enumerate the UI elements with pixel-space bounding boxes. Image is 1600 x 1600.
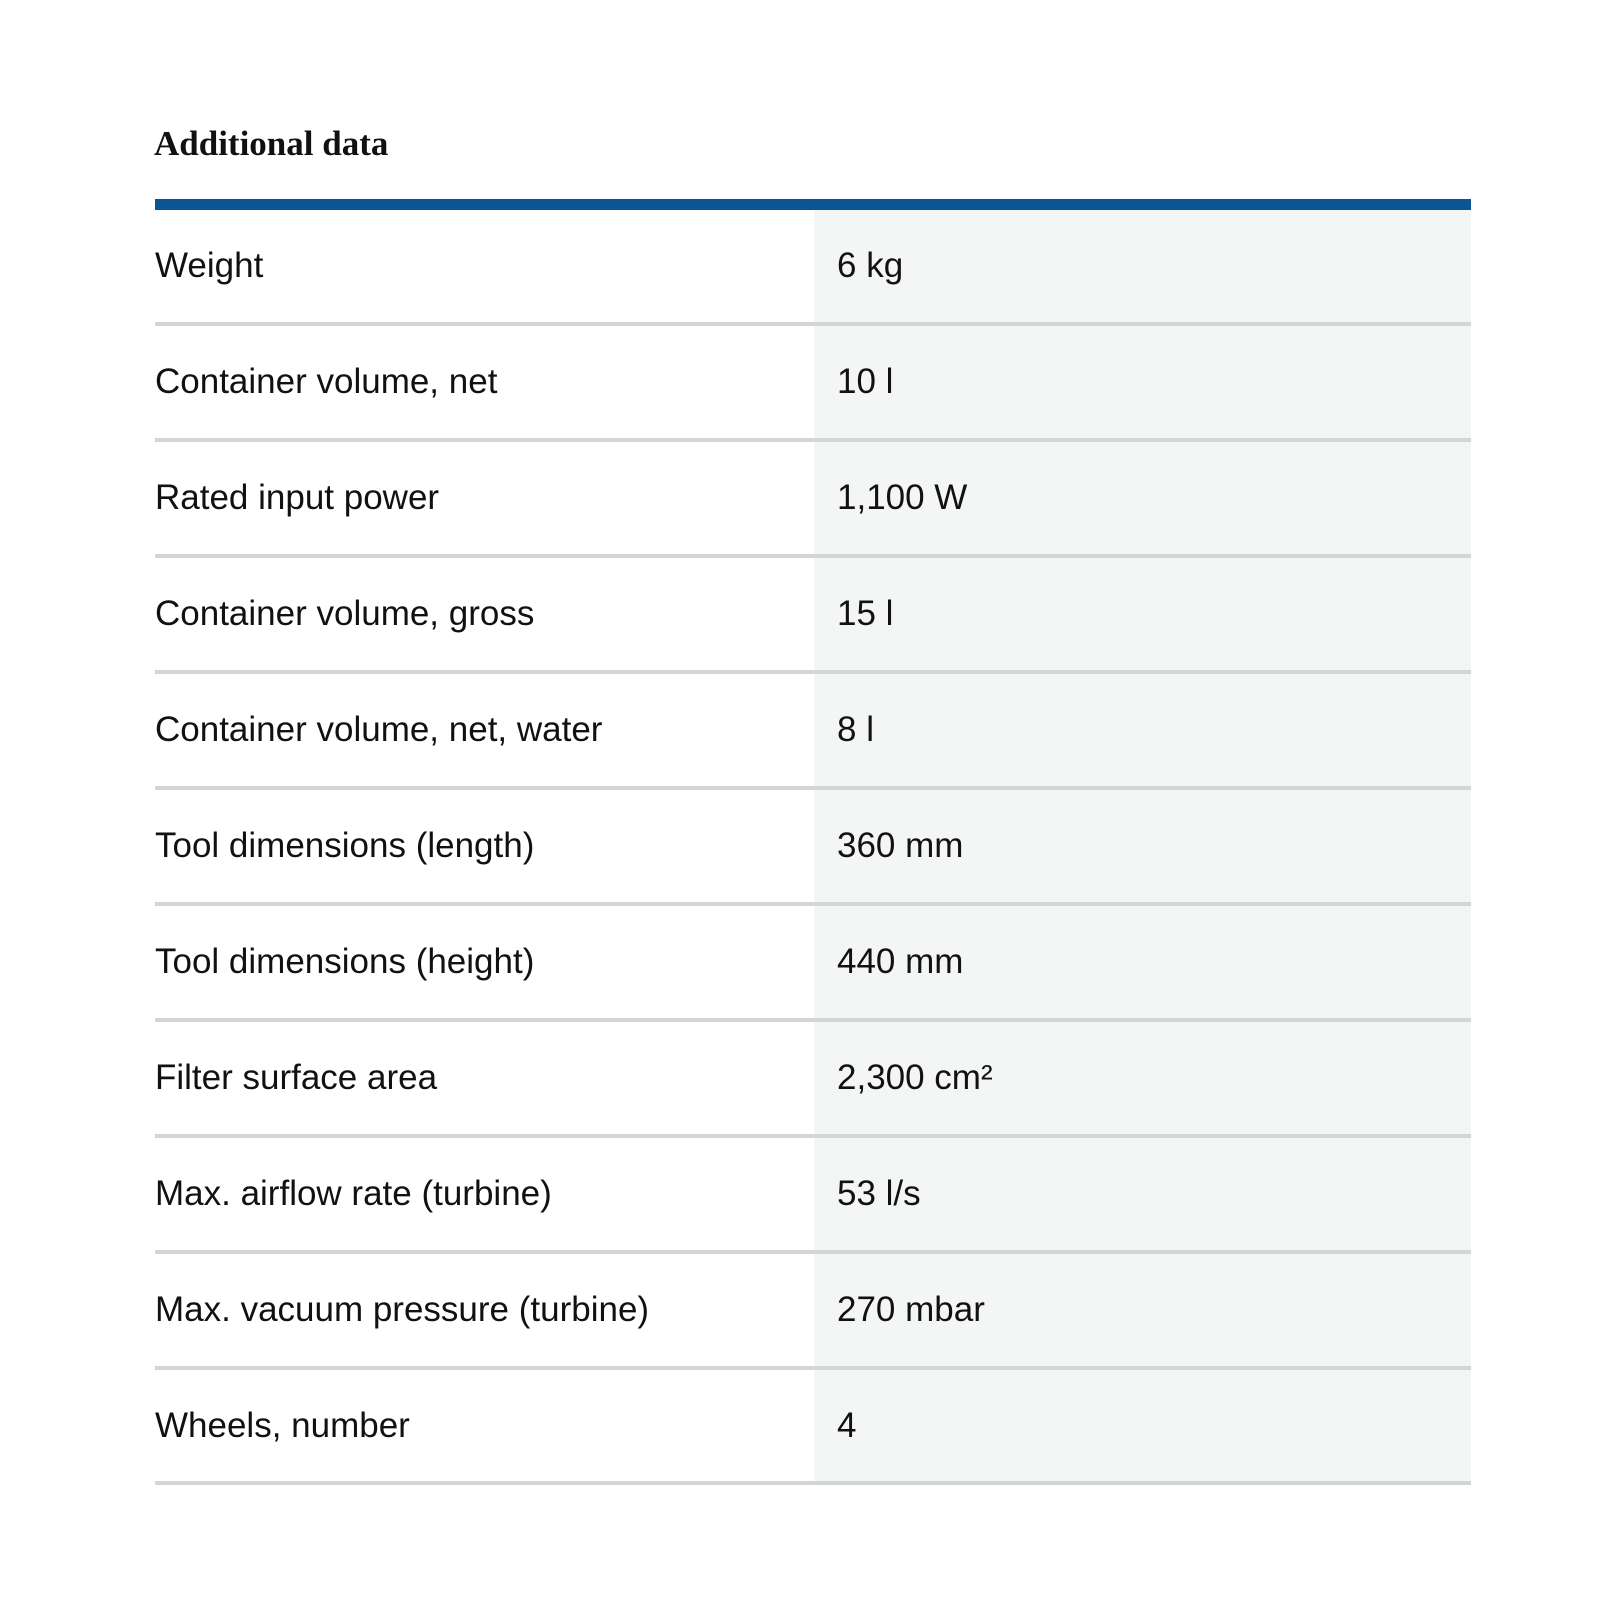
row-value: 1,100 W [814, 442, 1471, 554]
row-value: 440 mm [814, 906, 1471, 1018]
row-label: Rated input power [155, 478, 440, 517]
row-value: 8 l [814, 674, 1471, 786]
table-row-container-volume-net-water [155, 674, 1471, 790]
table-row-max-vacuum-pressure [155, 1254, 1471, 1370]
row-label: Tool dimensions (length) [155, 826, 535, 865]
row-label: Container volume, net, water [155, 710, 603, 749]
row-label: Filter surface area [155, 1058, 438, 1097]
table-row-wheels-number [155, 1370, 1471, 1485]
row-label: Max. vacuum pressure (turbine) [155, 1290, 650, 1329]
specs-table [155, 199, 1471, 1485]
table-row-filter-surface-area [155, 1022, 1471, 1138]
table-row-rated-input-power [155, 442, 1471, 558]
row-value: 53 l/s [814, 1138, 1471, 1250]
table-row-tool-height [155, 906, 1471, 1022]
row-value: 4 [814, 1370, 1471, 1481]
table-row-max-airflow-rate [155, 1138, 1471, 1254]
row-value: 6 kg [814, 210, 1471, 322]
section-heading: Additional data [154, 124, 389, 163]
row-label: Container volume, gross [155, 594, 535, 633]
row-value: 15 l [814, 558, 1471, 670]
row-label: Wheels, number [155, 1405, 410, 1445]
row-value: 2,300 cm² [814, 1022, 1471, 1134]
row-label: Container volume, net [155, 362, 498, 401]
table-row-tool-length [155, 790, 1471, 906]
row-value: 270 mbar [814, 1254, 1471, 1366]
table-row-weight [155, 210, 1471, 326]
row-label: Tool dimensions (height) [155, 942, 535, 981]
table-top-rule [155, 199, 1471, 210]
row-label: Weight [155, 246, 264, 285]
table-row-container-volume-gross [155, 558, 1471, 674]
row-value: 360 mm [814, 790, 1471, 902]
row-label: Max. airflow rate (turbine) [155, 1174, 552, 1213]
table-row-container-volume-net [155, 326, 1471, 442]
row-value: 10 l [814, 326, 1471, 438]
